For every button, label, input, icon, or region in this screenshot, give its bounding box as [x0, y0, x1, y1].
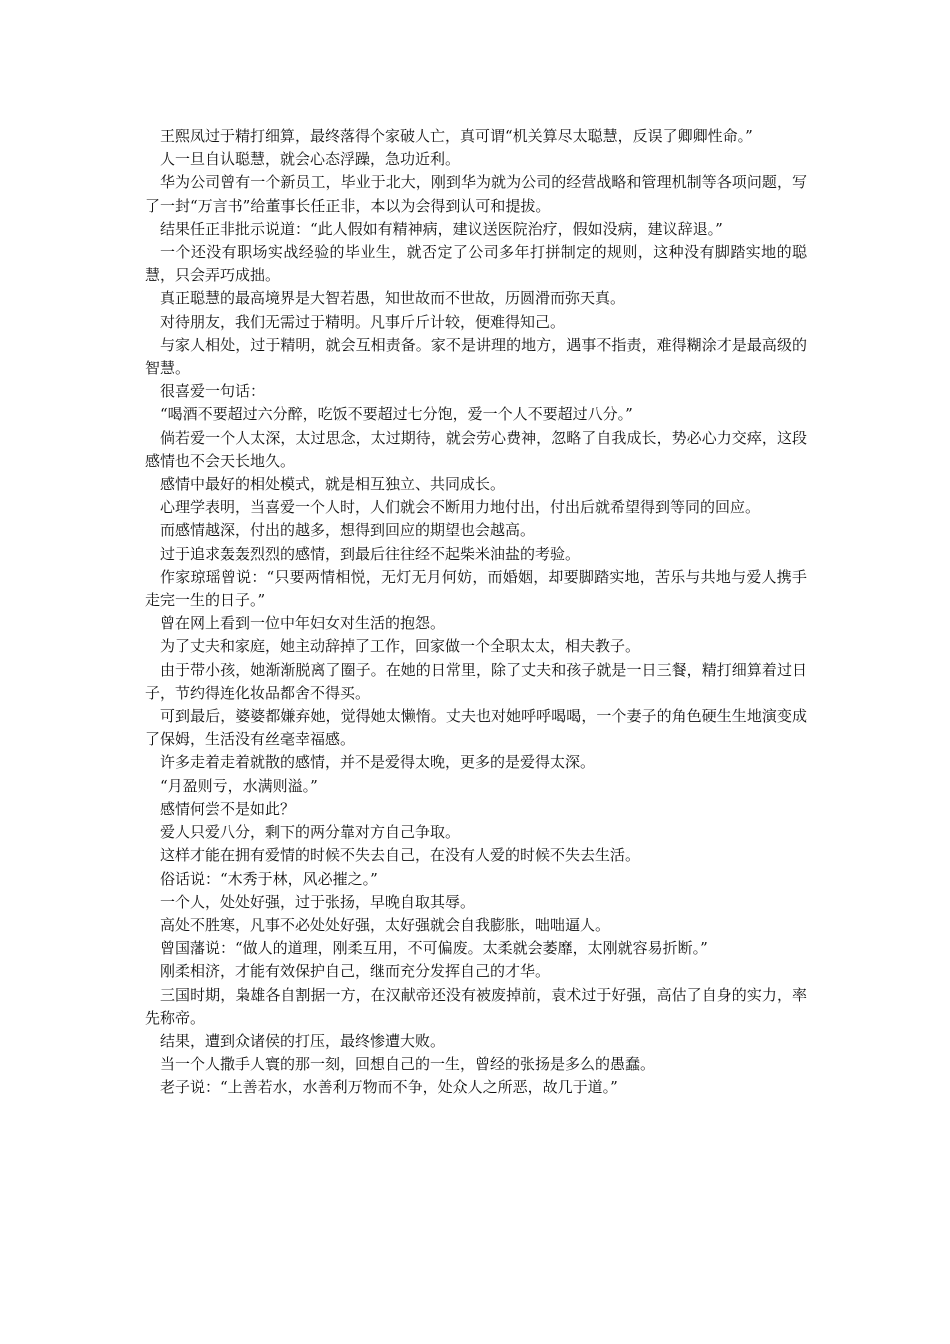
paragraph: 过于追求轰轰烈烈的感情，到最后往往经不起柴米油盐的考验。 [160, 544, 581, 563]
paragraph: 对待朋友，我们无需过于精明。凡事斤斤计较，便难得知己。 [160, 312, 566, 331]
paragraph: 而感情越深，付出的越多，想得到回应的期望也会越高。 [160, 521, 536, 540]
paragraph: 真正聪慧的最高境界是大智若愚，知世故而不世故，历圆滑而弥天真。 [160, 289, 626, 308]
paragraph: 曾在网上看到一位中年妇女对生活的抱怨。 [160, 614, 446, 633]
paragraph: 爱人只爱八分，剩下的两分靠对方自己争取。 [160, 823, 461, 842]
paragraph: 曾国藩说：“做人的道理，刚柔互用，不可偏废。太柔就会萎靡，太刚就容易折断。” [160, 939, 708, 958]
paragraph: “月盈则亏，水满则溢。” [160, 776, 318, 795]
paragraph: 刚柔相济，才能有效保护自己，继而充分发挥自己的才华。 [160, 962, 551, 981]
paragraph: 心理学表明，当喜爱一个人时，人们就会不断用力地付出，付出后就希望得到等同的回应。 [160, 498, 761, 517]
paragraph: 作家琼瑶曾说：“只要两情相悦，无灯无月何妨，而婚姻，却要脚踏实地，苦乐与共地与爱人携手走完一生的日子。” [145, 567, 807, 610]
paragraph: 华为公司曾有一个新员工，毕业于北大，刚到华为就为公司的经营战略和管理机制等各项问题，写了一封“万言书”给董事长任正非，本以为会得到认可和提拔。 [145, 173, 807, 215]
paragraph: 由于带小孩，她渐渐脱离了圈子。在她的日常里，除了丈夫和孩子就是一日三餐，精打细算着过日子，节约得连化妆品都舍不得买。 [145, 660, 807, 702]
paragraph: 结果任正非批示说道：“此人假如有精神病，建议送医院治疗，假如没病，建议辞退。” [160, 219, 723, 238]
paragraph: 老子说：“上善若水，水善利万物而不争，处众人之所恶，故几于道。” [160, 1078, 618, 1097]
paragraph: 结果，遭到众诸侯的打压，最终惨遭大败。 [160, 1031, 446, 1050]
paragraph: 这样才能在拥有爱情的时候不失去自己，在没有人爱的时候不失去生活。 [160, 846, 641, 865]
paragraph: 王熙凤过于精打细算，最终落得个家破人亡，真可谓“机关算尽太聪慧，反误了卿卿性命。” [160, 127, 753, 145]
document-body [145, 125, 807, 1100]
paragraph: 为了丈夫和家庭，她主动辞掉了工作，回家做一个全职太太，相夫教子。 [160, 637, 641, 656]
paragraph: 当一个人撒手人寰的那一刻，回想自己的一生，曾经的张扬是多么的愚蠢。 [160, 1055, 656, 1074]
paragraph: 俗话说：“木秀于林，风必摧之。” [160, 869, 378, 888]
paragraph: 可到最后，婆婆都嫌弃她，觉得她太懒惰。丈夫也对她呼呼喝喝，一个妻子的角色硬生生地演变成了保姆，生活没有丝毫幸福感。 [145, 707, 807, 749]
paragraph: 感情中最好的相处模式，就是相互独立、共同成长。 [160, 475, 506, 494]
paragraph: 一个人，处处好强，过于张扬，早晚自取其辱。 [160, 892, 476, 911]
paragraph: 一个还没有职场实战经验的毕业生，就否定了公司多年打拼制定的规则，这种没有脚踏实地的聪慧，只会弄巧成拙。 [145, 243, 807, 285]
paragraph: 与家人相处，过于精明，就会互相责备。家不是讲理的地方，遇事不指责，难得糊涂才是最高级的智慧。 [145, 335, 807, 378]
paragraph: 人一旦自认聪慧，就会心态浮躁，急功近利。 [160, 150, 461, 169]
paragraph: 三国时期，枭雄各自割据一方，在汉献帝还没有被废掉前，袁术过于好强，高估了自身的实力，率先称帝。 [145, 985, 807, 1027]
paragraph: 感情何尝不是如此？ [160, 799, 296, 818]
paragraph: 很喜爱一句话： [160, 382, 266, 401]
paragraph: “喝酒不要超过六分醉，吃饭不要超过七分饱，爱一个人不要超过八分。” [160, 405, 633, 424]
paragraph: 许多走着走着就散的感情，并不是爱得太晚，更多的是爱得太深。 [160, 753, 596, 772]
paragraph: 高处不胜寒，凡事不必处处好强，太好强就会自我膨胀，咄咄逼人。 [160, 915, 611, 934]
paragraph: 倘若爱一个人太深，太过思念，太过期待，就会劳心费神，忽略了自我成长，势必心力交瘁，这段感情也不会天长地久。 [145, 428, 807, 470]
